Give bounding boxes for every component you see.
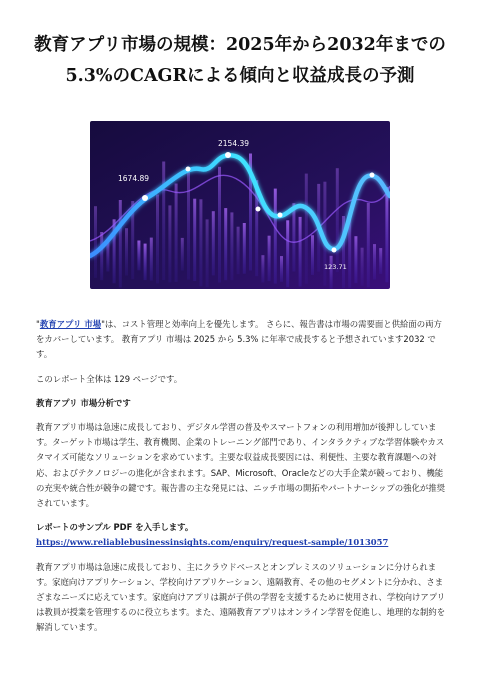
- point-marker: [370, 173, 375, 178]
- intro-paragraph: "教育アプリ 市場"は、コスト管理と効率向上を優先します。 さらに、報告書は市場の需要面と供給面の両方をカバーしています。 教育アプリ 市場は 2025 から 5.3% に年率で成長すると予想されています2032 です。: [36, 319, 442, 360]
- decor-bar: [237, 227, 240, 275]
- decor-bar: [373, 244, 376, 279]
- decor-bar: [224, 208, 227, 280]
- decor-bar: [367, 203, 370, 287]
- decor-bar: [218, 167, 221, 283]
- market-link[interactable]: 教育アプリ 市場: [39, 319, 102, 329]
- decor-bar: [305, 174, 308, 284]
- decor-bar: [286, 220, 289, 287]
- decor-bar: [137, 241, 140, 271]
- decor-bar: [187, 171, 190, 280]
- decor-bar: [119, 200, 122, 288]
- hero-label-3: 123.71: [324, 263, 347, 271]
- hero-label-2: 2154.39: [218, 139, 250, 148]
- decor-bar: [125, 228, 128, 275]
- decor-bar: [150, 238, 153, 281]
- decor-bar: [385, 187, 388, 282]
- hero-label-1: 1674.89: [118, 174, 150, 183]
- decor-bar: [336, 168, 339, 272]
- decor-bar: [261, 255, 264, 282]
- point-marker: [142, 195, 148, 201]
- decor-bar: [243, 223, 246, 274]
- decor-bar: [156, 195, 159, 284]
- point-marker: [186, 167, 191, 172]
- decor-bar: [311, 235, 314, 275]
- segmentation-paragraph: 教育アプリ市場は急速に成長しており、主にクラウドベースとオンプレミスのソリューションに分けられます。家庭向けアプリケーション、学校向けアプリケーション、遠隔教育、その他のセグメントに分かれ、さまざまなニーズに応えています。家庭向けアプリは親が子供の学習を支援するために使用され、学校向けアプリは教員が授業を管理するのに役立ちます。また、遠隔教育アプリはオンライン学習を促進し、地理的な制約を解消しています。: [36, 561, 446, 633]
- sample-url-link[interactable]: https://www.reliablebusinessinsights.com/enquiry/request-sample/1013057: [36, 537, 389, 548]
- point-marker: [225, 152, 231, 158]
- point-marker: [256, 207, 261, 212]
- decor-bar: [280, 256, 283, 282]
- decor-bar: [299, 217, 302, 287]
- sample-request: [36, 520, 446, 550]
- decor-bar: [361, 248, 364, 286]
- page-count-line: このレポート全体は 129 ページです。: [36, 373, 183, 384]
- decor-bar: [379, 248, 382, 274]
- decor-bar: [175, 184, 178, 282]
- decor-bar: [94, 206, 97, 278]
- decor-bar: [100, 232, 103, 280]
- decor-bar: [268, 236, 271, 281]
- stock-chart-illustration: [90, 121, 390, 289]
- point-marker: [332, 248, 337, 253]
- decor-bar: [212, 211, 215, 275]
- decor-bar: [181, 238, 184, 271]
- article-body: [36, 317, 446, 645]
- decor-bar: [274, 189, 277, 284]
- sample-label: レポートのサンプル PDF を入手します。: [36, 522, 194, 533]
- hero-image: [90, 121, 390, 289]
- decor-bar: [330, 256, 333, 289]
- analysis-paragraph: 教育アプリ市場は急速に成長しており、デジタル学習の普及やスマートフォンの利用増加が後押ししています。ターゲット市場は学生、教育機関、企業のトレーニング部門であり、インタラクティブな学習体験やカスタマイズ可能なソリューションを求めています。主要な収益成長要因には、利便性、主要な教育課題への対応、およびテクノロジーの進化が含まれます。SAP、Microsoft、Oracleなどの大手企業が競っており、機能の充実や統合性が競争の鍵です。報告書の主な発見には、ニッチ市場の開拓やパートナーシップの強化が推奨されています。: [36, 422, 446, 509]
- decor-bar: [193, 199, 196, 281]
- decor-bar: [162, 162, 165, 281]
- decor-bar: [354, 236, 357, 283]
- page-title: 教育アプリ市場の規模：2025年から2032年までの5.3%のCAGRによる傾向と収益成長の予測: [34, 35, 446, 86]
- decor-bar: [230, 212, 233, 280]
- decor-bar: [292, 203, 295, 271]
- decor-bar: [199, 199, 202, 286]
- decor-bar: [144, 244, 147, 281]
- decor-bar: [168, 205, 171, 282]
- decor-bar: [206, 219, 209, 287]
- analysis-heading: 教育アプリ 市場分析です: [36, 397, 131, 408]
- point-marker: [278, 213, 283, 218]
